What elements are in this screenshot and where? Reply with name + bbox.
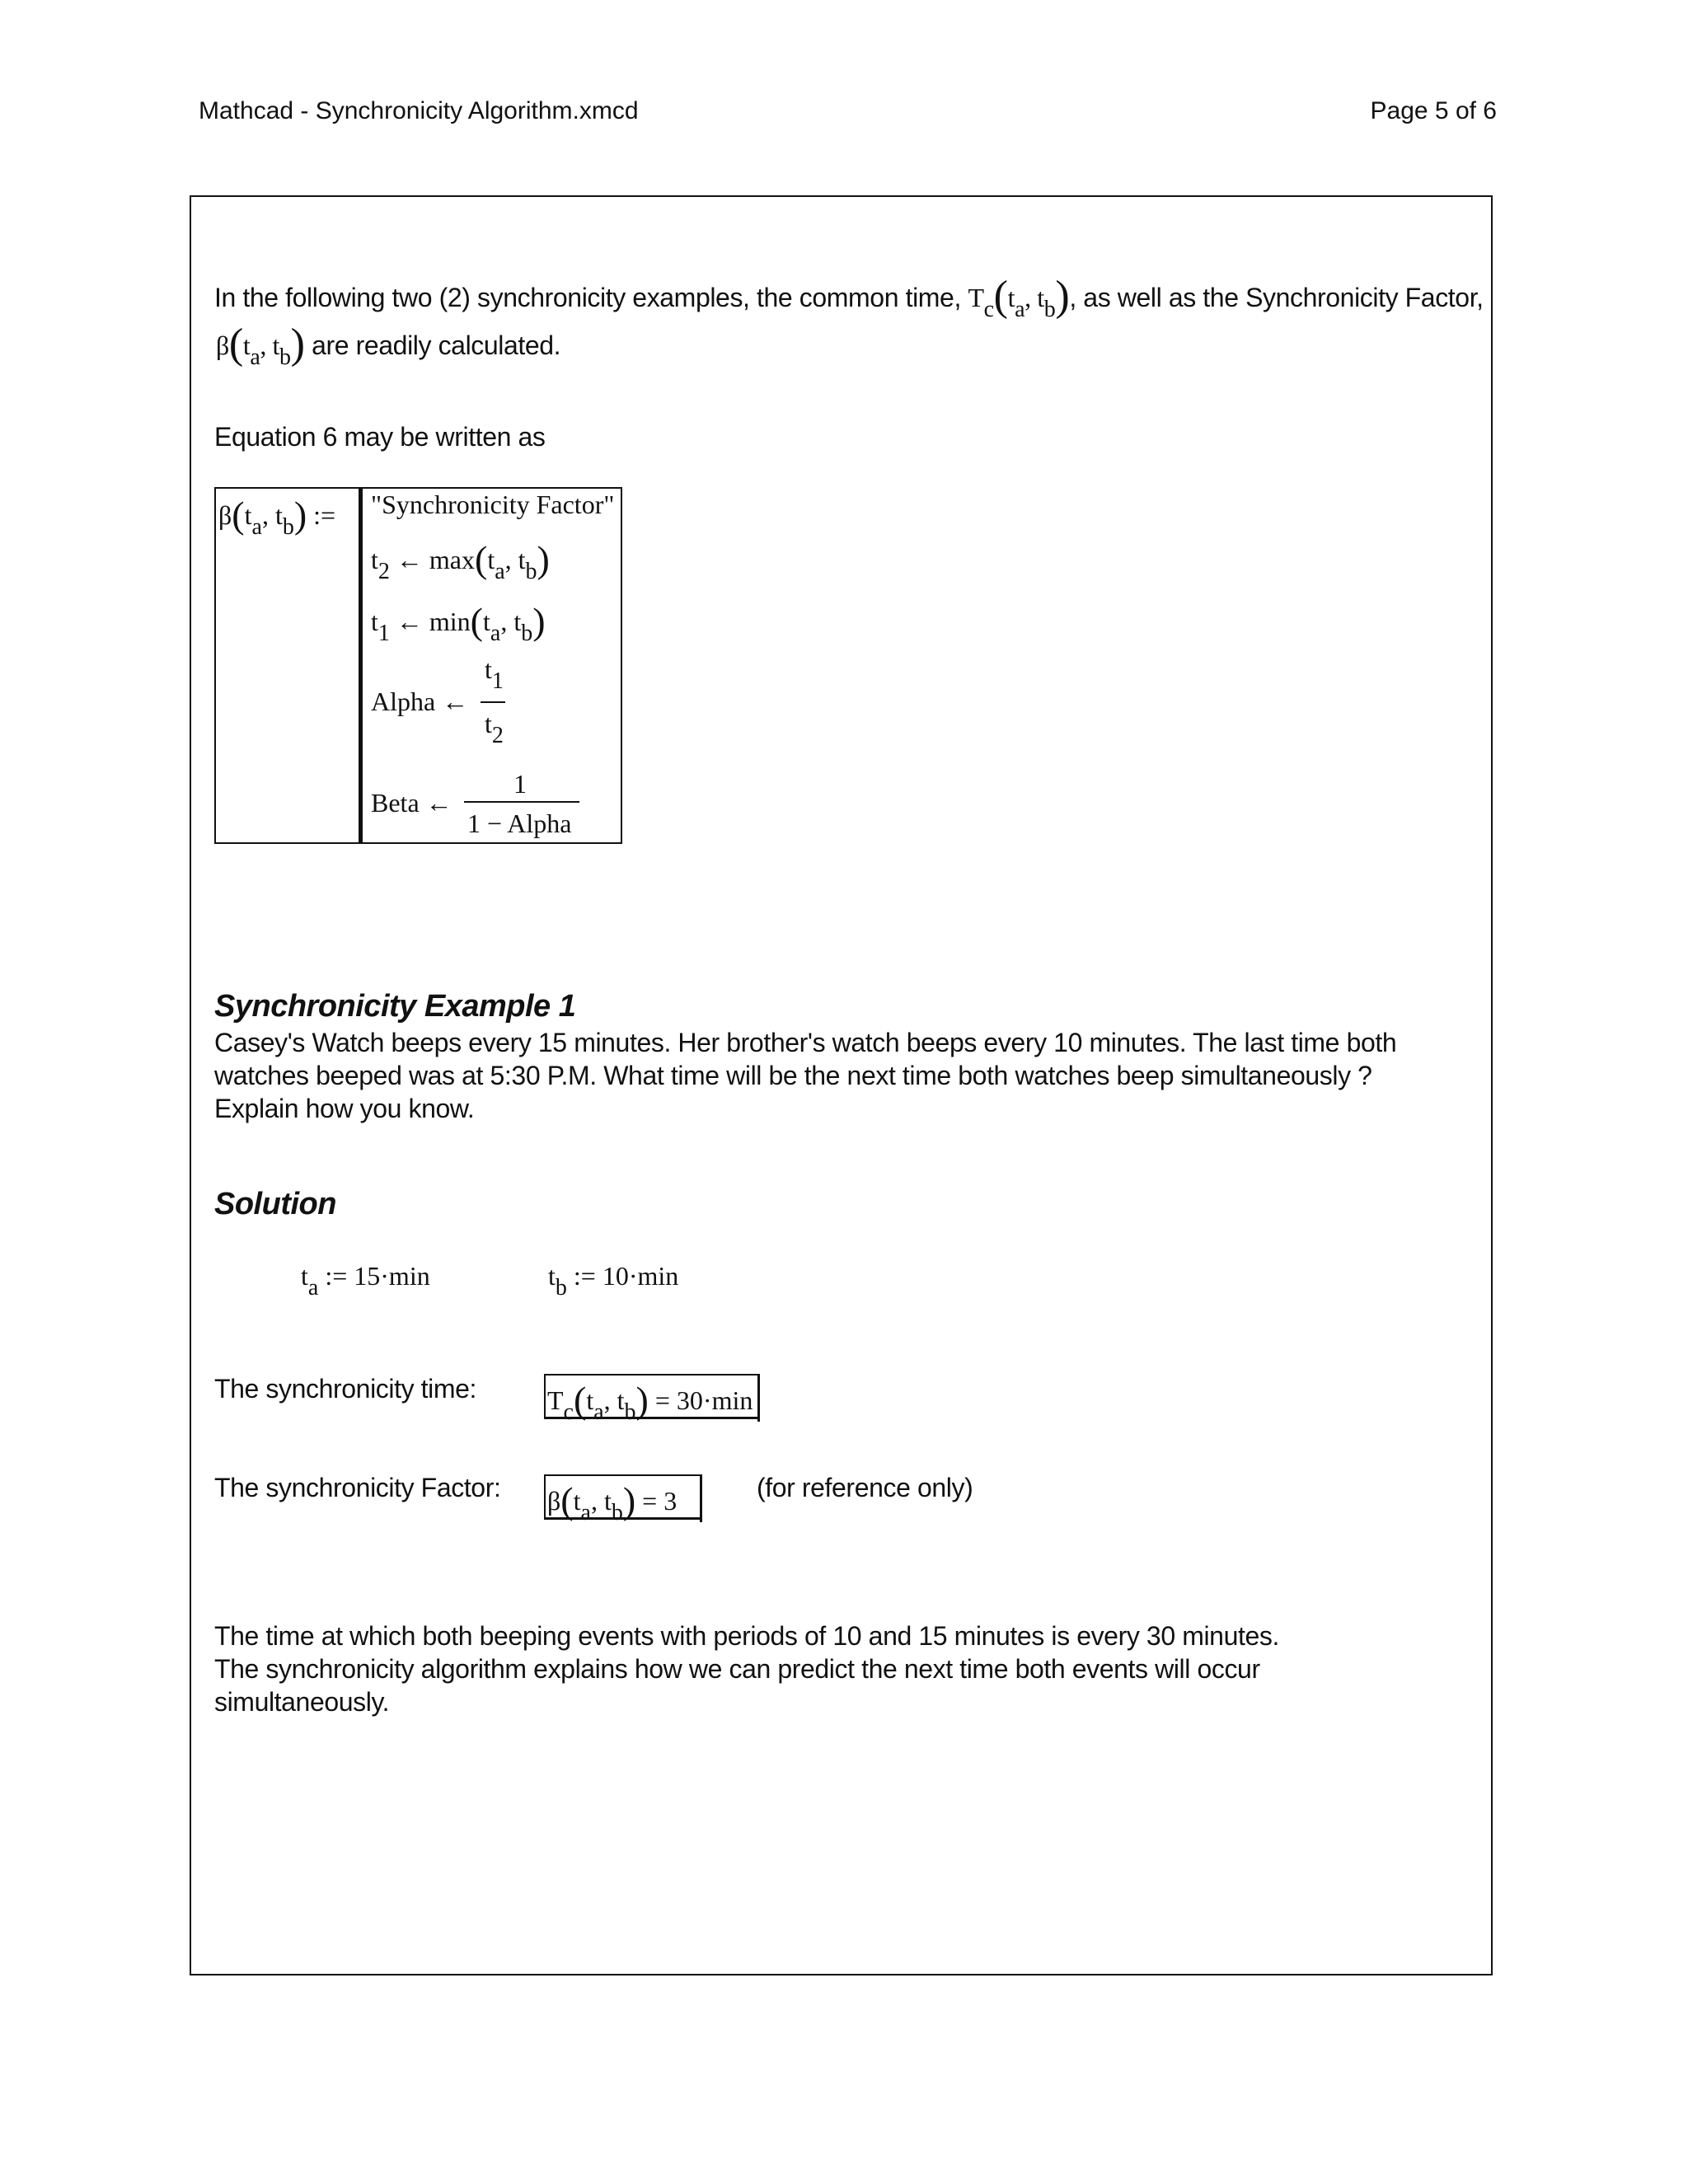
- program-beta-label: Beta ←: [371, 788, 452, 818]
- alpha-denominator: t2: [485, 709, 504, 748]
- sync-factor-expression: β(ta, tb) = 3: [547, 1479, 678, 1526]
- intro-line-2: [216, 320, 561, 370]
- intro-text-after: , as well as the Synchronicity Factor,: [1069, 283, 1484, 312]
- solution-heading: Solution: [214, 1187, 336, 1221]
- conclusion-line-1: The time at which both beeping events with periods of 10 and 15 minutes is every 30 minutes.: [214, 1621, 1279, 1651]
- tb-value: 10·min: [602, 1261, 679, 1291]
- example1-heading: Synchronicity Example 1: [214, 989, 576, 1024]
- beta-denominator: 1 − Alpha: [467, 808, 572, 838]
- program-bar: [359, 487, 363, 844]
- beta-fraction-line: [464, 801, 579, 803]
- sync-factor-label: The synchronicity Factor:: [214, 1473, 501, 1502]
- example1-problem-line-3: Explain how you know.: [214, 1094, 475, 1123]
- intro-text-before: In the following two (2) synchronicity examples, the common time,: [214, 283, 961, 312]
- conclusion-line-2: The synchronicity algorithm explains how we can predict the next time both events will occur: [214, 1654, 1260, 1684]
- example1-problem-line-1: Casey's Watch beeps every 15 minutes. Her brother's watch beeps every 10 minutes. The last time both: [214, 1028, 1397, 1057]
- sync-time-expression: Tc(ta, tb) = 30·min: [547, 1379, 753, 1425]
- tc-function-inline: Tc(ta, tb): [968, 273, 1070, 322]
- alpha-fraction-line: [481, 701, 505, 703]
- page-number: Page 5 of 6: [1370, 97, 1497, 124]
- sync-time-box-shadow-right: [757, 1374, 760, 1422]
- reference-note: (for reference only): [757, 1473, 973, 1502]
- intro-line-2-text: are readily calculated.: [312, 330, 561, 360]
- program-t2-line: t2 ← max(ta, tb): [371, 538, 550, 584]
- intro-line-1: [214, 272, 1484, 322]
- ta-value: 15·min: [354, 1261, 430, 1291]
- alpha-numerator: t1: [485, 654, 504, 694]
- sync-time-label: The synchronicity time:: [214, 1374, 477, 1404]
- document-title: Mathcad - Synchronicity Algorithm.xmcd: [199, 97, 639, 124]
- tb-definition: tb := 10·min: [548, 1261, 679, 1301]
- sync-factor-value: = 3: [642, 1486, 678, 1516]
- equation6-intro: Equation 6 may be written as: [214, 422, 546, 452]
- example1-problem-line-2: watches beeped was at 5:30 P.M. What time will be the next time both watches beep simultaneously ?: [214, 1061, 1372, 1090]
- program-label-string: "Synchronicity Factor": [371, 490, 615, 519]
- conclusion-line-3: simultaneously.: [214, 1687, 390, 1717]
- beta-function-definition: β(ta, tb) :=: [218, 494, 336, 540]
- program-t1-line: t1 ← min(ta, tb): [371, 600, 546, 646]
- sync-time-value: = 30·min: [654, 1385, 753, 1415]
- beta-function-inline: β(ta, tb): [216, 321, 305, 370]
- program-alpha-label: Alpha ←: [371, 687, 469, 716]
- sync-factor-box-shadow-right: [700, 1474, 702, 1522]
- ta-definition: ta := 15·min: [301, 1261, 430, 1301]
- beta-numerator: 1: [513, 769, 527, 799]
